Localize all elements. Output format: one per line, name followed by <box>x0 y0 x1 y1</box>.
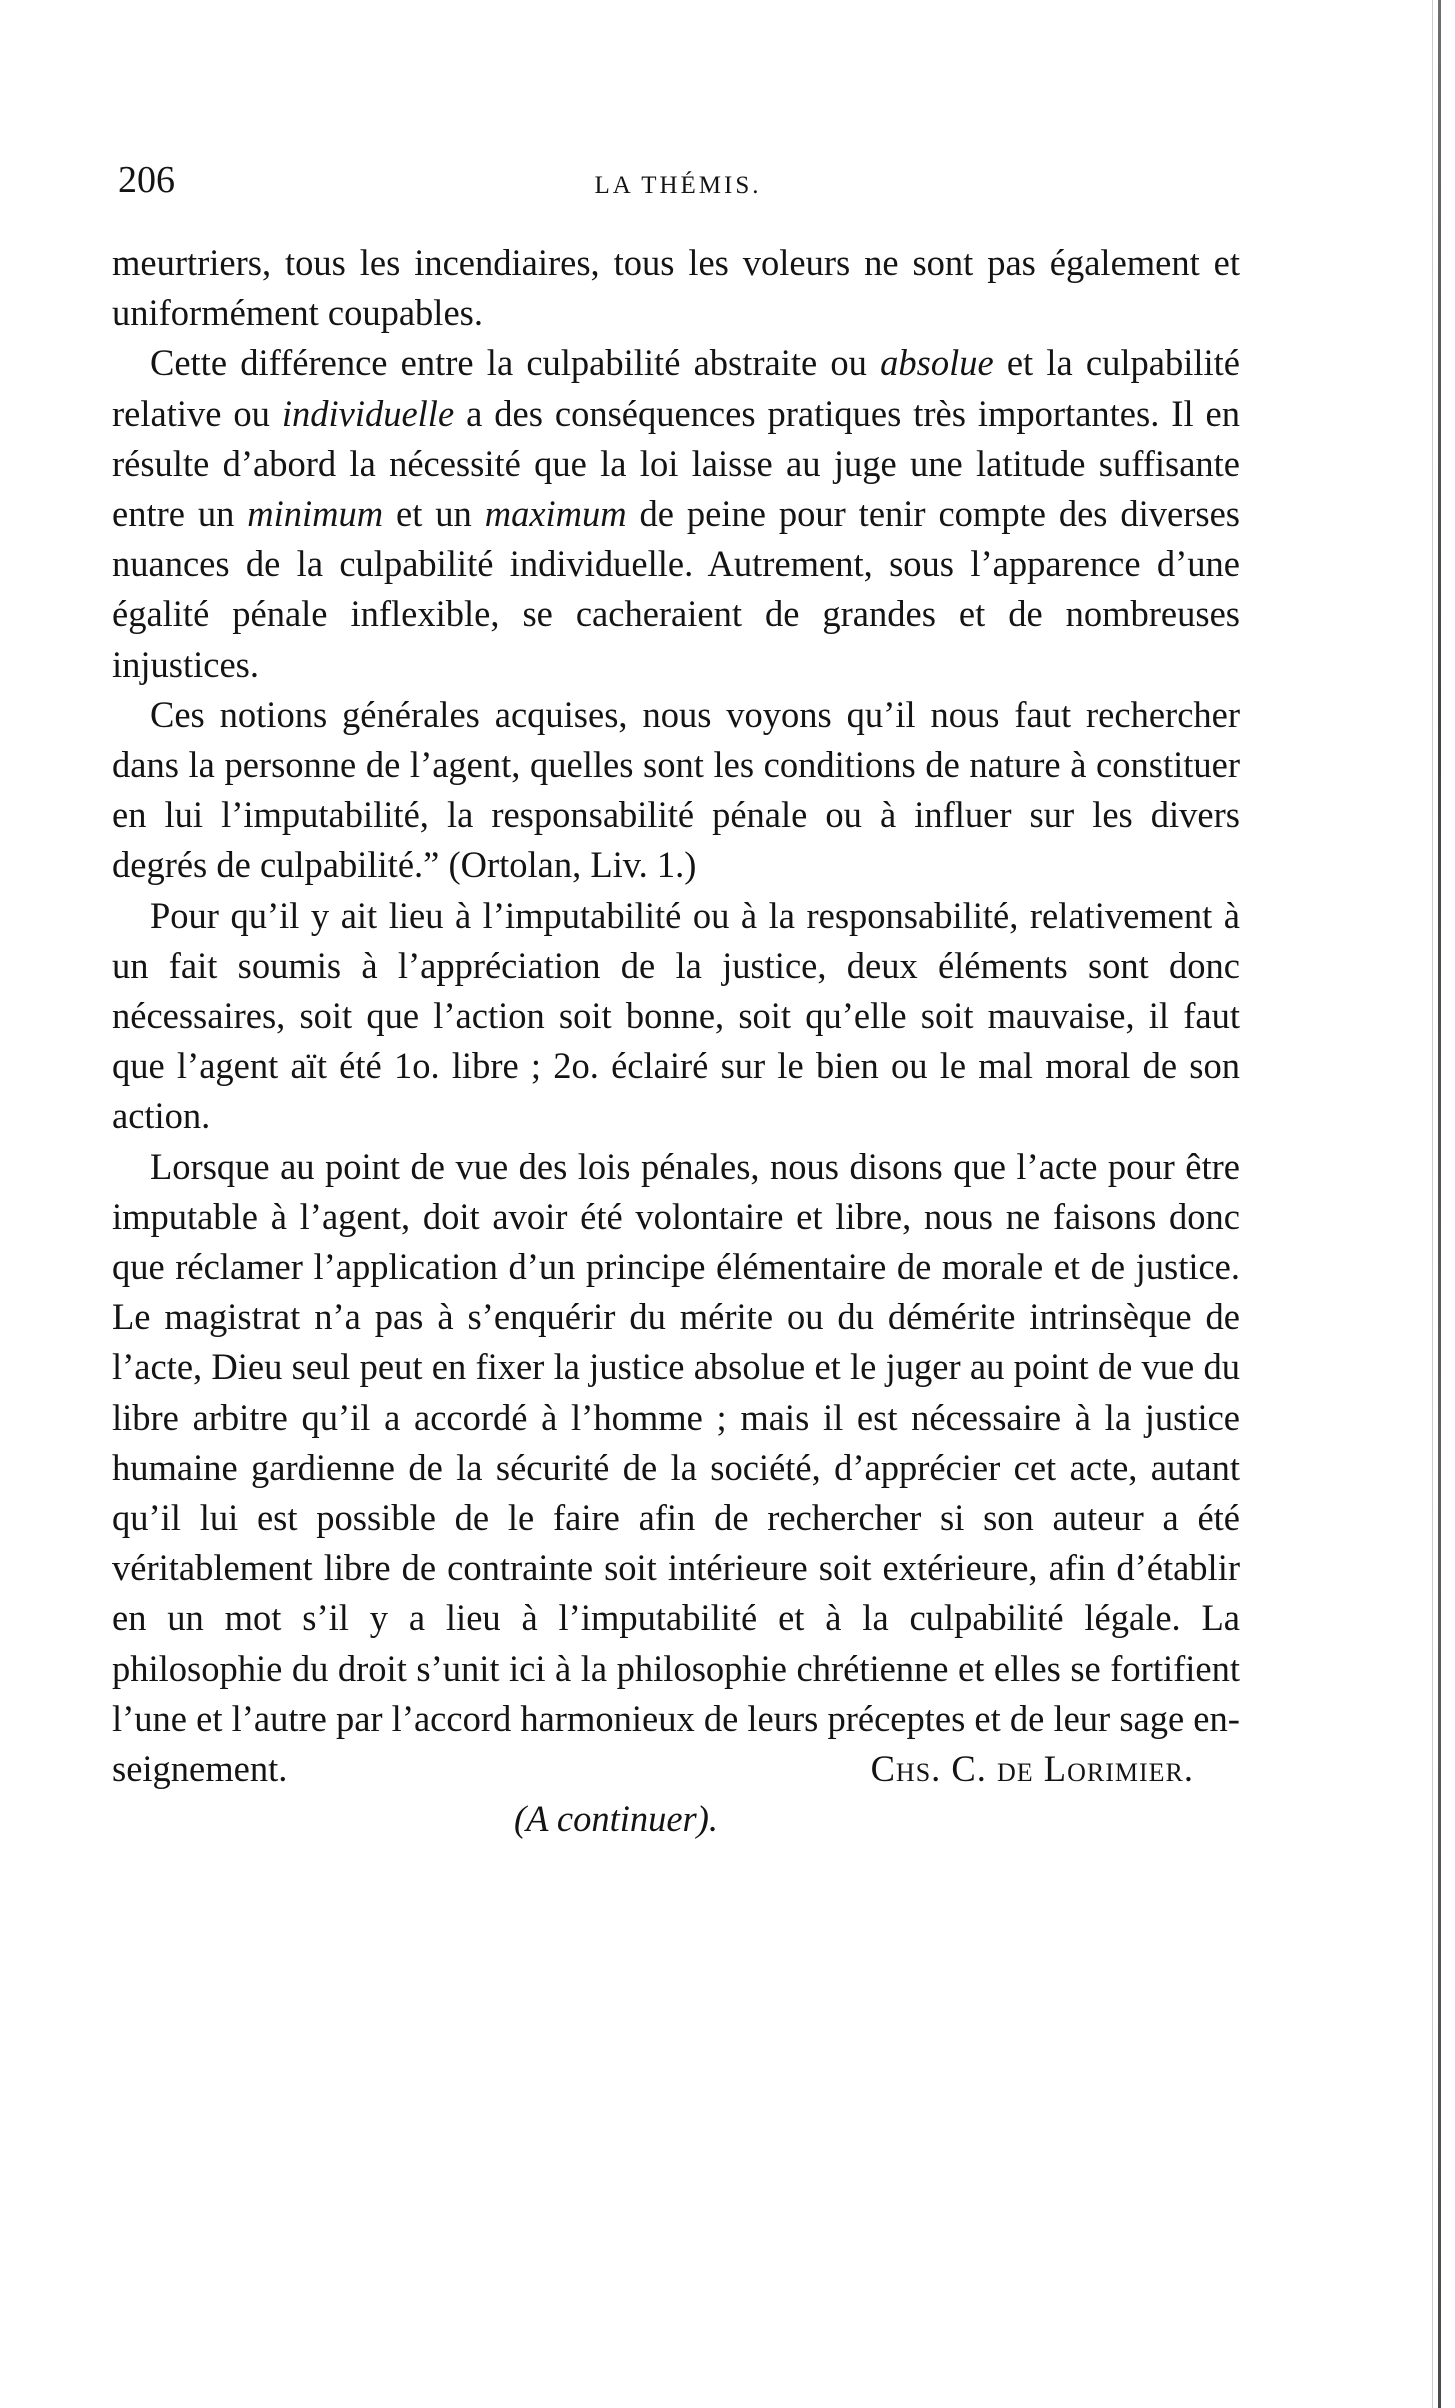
paragraph-4: Pour qu’il y ait lieu à l’imputabilité ou à la responsabilité, relativement à un fait soumis à l’appréciation de la justice, deux éléments sont donc nécessaires, soit que l’action soit bonne, soit qu’elle soit mauvaise, il faut que l’agent aït été 1o. libre ; 2o. éclairé sur le bien ou le mal moral de son action. <box>112 894 1240 1137</box>
page-number: 206 <box>118 159 175 201</box>
page-header <box>118 150 1238 210</box>
continuation-note: (A continuer). <box>513 1798 719 1840</box>
paragraph-5: Lorsque au point de vue des lois pénales, nous disons que l’acte pour être imputable à l’agent, doit avoir été volontaire et libre, nous ne faisons donc que réclamer l’application d’un principe élémentaire de morale et de justice. Le magistrat n’a pas à s’enquérir du mérite ou du démérite intrinsèque de l’acte, Dieu seul peut en fixer la justice absolue et le juger au point de vue du libre arbitre qu’il a accordé à l’homme ; mais il est nécessaire à la justice humaine gardienne de la sécurité de la société, d’apprécier cet acte, autant qu’il lui est possible de le faire afin de rechercher si son auteur a été véritablement libre de contrainte soit intérieure soit extérieure, afin d’établir en un mot s’il y a lieu à l’imputabilité et à la culpabilité légale. La philosophie du droit s’unit ici à la philosophie chrétienne et elles se fortifient l’une et l’autre par l’accord harmonieux de leurs préceptes et de leur sage en- <box>112 1145 1240 1739</box>
p2-text-i: de peine pour tenir compte des diverses nuances de la culpabilité individuelle. Autrement, sous l’apparence d’une égalité pénale inflexible, se cacheraient de grandes et de nombreuses injustices. <box>112 493 1240 685</box>
author-signature: Chs. C. de Lorimier. <box>870 1748 1194 1790</box>
article-body <box>112 238 1240 1845</box>
p2-emphasis-absolue: absolue <box>880 342 994 384</box>
page-edge-shadow <box>1432 0 1433 2408</box>
signature-line <box>112 1744 1240 1794</box>
running-head: LA THÉMIS. <box>594 172 762 199</box>
p2-text-e: a des conséquences pratiques très importantes. Il en résulte d’abord la nécessité que la loi laisse au juge une latitude suffisante entre un <box>112 392 1240 535</box>
p2-emphasis-minimum: minimum <box>247 493 384 535</box>
p2-emphasis-individuelle: individuelle <box>281 392 455 434</box>
p2-text-c: et la culpabilité relative ou <box>112 342 1240 434</box>
paragraph-2 <box>112 338 1240 689</box>
paragraph-3: Ces notions générales acquises, nous voyons qu’il nous faut rechercher dans la personne de l’agent, quelles sont les conditions de nature à constituer en lui l’imputabilité, la responsabilité pénale ou à influer sur les divers degrés de culpabilité.” (Ortolan, Liv. 1.) <box>112 693 1240 886</box>
p2-emphasis-maximum: maximum <box>484 493 627 535</box>
page-edge <box>1438 0 1441 2408</box>
paragraph-1: meurtriers, tous les incendiaires, tous les voleurs ne sont pas également et uniformément coupables. <box>112 242 1240 334</box>
paragraph-5-end: seignement. <box>112 1748 288 1790</box>
p2-text-a: Cette différence entre la culpabilité abstraite ou <box>150 342 881 384</box>
p2-text-g: et un <box>383 493 485 535</box>
